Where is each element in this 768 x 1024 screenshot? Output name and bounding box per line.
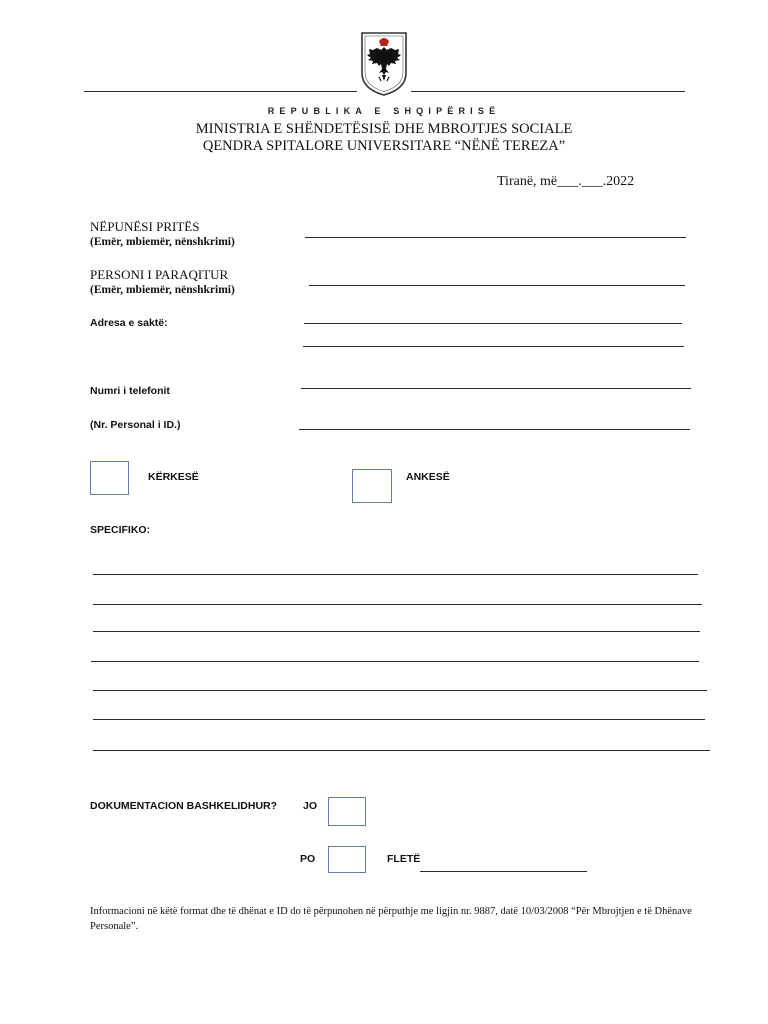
phone-label: Numri i telefonit <box>90 385 170 397</box>
personal-id-label: (Nr. Personal i ID.) <box>90 419 181 431</box>
specify-line-4[interactable] <box>91 661 699 662</box>
header-rule-right <box>411 91 685 92</box>
address-label: Adresa e saktë: <box>90 317 168 329</box>
personal-id-line[interactable] <box>299 429 690 430</box>
attachments-question: DOKUMENTACION BASHKELIDHUR? <box>90 800 278 812</box>
person-presented-line[interactable] <box>309 285 685 286</box>
attachments-yes-checkbox[interactable] <box>328 846 366 873</box>
specify-label: SPECIFIKO: <box>90 524 151 536</box>
specify-line-3[interactable] <box>93 631 700 632</box>
data-protection-note: Informacioni në këtë format dhe të dhënat e ID do të përpunohen në përputhje me ligjin nr. 9887, datë 10/03/2008 “Për Mbrojtjen e të Dhënave Personale”. <box>90 906 692 932</box>
date-separator: . <box>578 174 582 189</box>
specify-line-5[interactable] <box>93 690 707 691</box>
country-name: REPUBLIKA E SHQIPËRISË <box>267 106 501 116</box>
date-year: .2022 <box>602 174 635 189</box>
address-line-2[interactable] <box>303 346 684 347</box>
receiving-official-line[interactable] <box>305 237 686 238</box>
request-label: KËRKESË <box>148 471 199 483</box>
complaint-checkbox[interactable] <box>352 469 392 503</box>
albanian-coat-of-arms-icon <box>359 31 409 97</box>
specify-line-6[interactable] <box>93 719 705 720</box>
header-rule-left <box>84 91 357 92</box>
sheets-count-line[interactable] <box>420 871 587 872</box>
ministry-name: MINISTRIA E SHËNDETËSISË DHE MBROJTJES SOCIALE <box>195 121 573 137</box>
phone-line[interactable] <box>301 388 691 389</box>
sheets-label: FLETË <box>387 853 421 865</box>
hospital-center-name: QENDRA SPITALORE UNIVERSITARE “NËNË TEREZA” <box>202 138 566 154</box>
person-presented-sub: (Emër, mbiemër, nënshkrimi) <box>90 284 235 296</box>
receiving-official-sub: (Emër, mbiemër, nënshkrimi) <box>90 236 235 248</box>
attachments-yes-label: PO <box>300 853 316 865</box>
date-line <box>497 174 634 190</box>
date-prefix: Tiranë, më <box>497 174 558 189</box>
specify-line-1[interactable] <box>93 574 698 575</box>
complaint-label: ANKESË <box>406 471 450 483</box>
date-month-blank[interactable]: ___ <box>581 174 603 189</box>
address-line-1[interactable] <box>304 323 682 324</box>
attachments-no-checkbox[interactable] <box>328 797 366 826</box>
person-presented-label: PERSONI I PARAQITUR <box>90 267 229 282</box>
specify-line-2[interactable] <box>93 604 702 605</box>
attachments-no-label: JO <box>303 800 318 812</box>
request-checkbox[interactable] <box>90 461 129 495</box>
specify-line-7[interactable] <box>93 750 710 751</box>
date-day-blank[interactable]: ___ <box>557 174 579 189</box>
receiving-official-label: NËPUNËSI PRITËS <box>90 219 200 234</box>
